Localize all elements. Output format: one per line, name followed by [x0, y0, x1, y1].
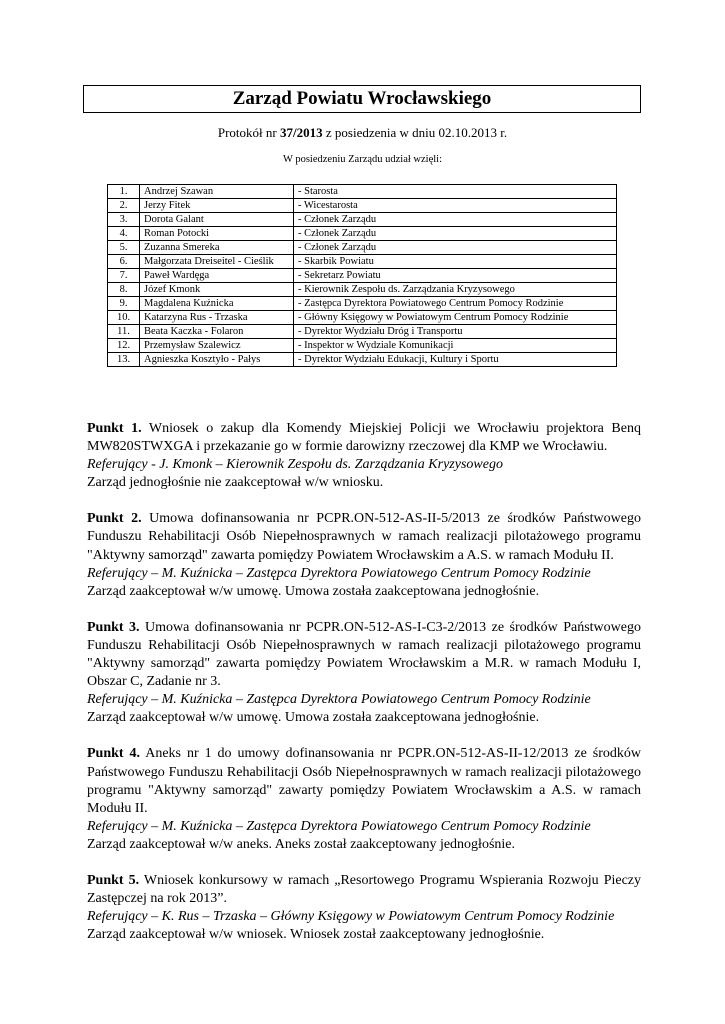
member-name: Katarzyna Rus - Trzaska [140, 311, 294, 325]
member-number: 7. [108, 269, 140, 283]
agenda-point [87, 619, 641, 728]
member-role: - Dyrektor Wydziału Edukacji, Kultury i Sportu [294, 353, 617, 367]
point-referent: Referujący – M. Kuźnicka – Zastępca Dyrektora Powiatowego Centrum Pomocy Rodzinie [87, 565, 591, 581]
member-name: Magdalena Kuźnicka [140, 297, 294, 311]
member-number: 3. [108, 213, 140, 227]
member-role: - Inspektor w Wydziale Komunikacji [294, 339, 617, 353]
member-number: 5. [108, 241, 140, 255]
agenda-point [87, 420, 641, 492]
point-label: Punkt 1. [87, 421, 142, 436]
member-row [108, 255, 617, 269]
point-referent: Referujący – K. Rus – Trzaska – Główny Księgowy w Powiatowym Centrum Pomocy Rodzinie [87, 909, 615, 925]
member-name: Dorota Galant [140, 213, 294, 227]
member-role: - Skarbik Powiatu [294, 255, 617, 269]
member-number: 10. [108, 311, 140, 325]
member-row [108, 213, 617, 227]
point-body [87, 745, 641, 817]
member-row [108, 353, 617, 367]
point-decision: Zarząd zaakceptował w/w umowę. Umowa została zaakceptowana jednogłośnie. [87, 583, 540, 599]
point-label: Punkt 3. [87, 619, 140, 635]
point-referent: Referujący - J. Kmonk – Kierownik Zespołu ds. Zarządzania Kryzysowego [87, 457, 503, 473]
protocol-line [0, 125, 725, 141]
member-role: - Wicestarosta [294, 199, 617, 213]
agenda-point [87, 510, 641, 600]
point-text: Umowa dofinansowania nr PCPR.ON-512-AS-II-5/2013 ze środków Państwowego Funduszu Rehabilitacji Osób Niepełnosprawnych w ramach realizacji pilotażowego programu "Aktywny samorząd" zawarta pomiędzy Powiatem Wrocławskim a A.S. w ramach Modułu II. [87, 511, 641, 563]
member-role: - Członek Zarządu [294, 213, 617, 227]
point-decision: Zarząd jednogłośnie nie zaakceptował w/w wniosku. [87, 475, 384, 491]
point-body [87, 872, 641, 908]
member-name: Agnieszka Kosztyło - Pałys [140, 353, 294, 367]
document-title: Zarząd Powiatu Wrocławskiego [83, 85, 641, 113]
member-row [108, 185, 617, 199]
member-role: - Główny Księgowy w Powiatowym Centrum Pomocy Rodzinie [294, 311, 617, 325]
member-row [108, 269, 617, 283]
member-row [108, 241, 617, 255]
point-text: Wniosek o zakup dla Komendy Miejskiej Policji we Wrocławiu projektora Benq MW820STWXGA i przekazanie go w formie darowizny rzeczowej dla KMP we Wrocławiu. [87, 421, 641, 455]
point-label: Punkt 5. [87, 872, 140, 888]
member-number: 1. [108, 185, 140, 199]
point-label: Punkt 2. [87, 511, 142, 527]
protocol-prefix: Protokół nr [217, 125, 280, 140]
member-role: - Zastępca Dyrektora Powiatowego Centrum Pomocy Rodzinie [294, 297, 617, 311]
member-number: 6. [108, 255, 140, 269]
point-text: Aneks nr 1 do umowy dofinansowania nr PCPR.ON-512-AS-II-12/2013 ze środków Państwowego Funduszu Rehabilitacji Osób Niepełnosprawnych w ramach realizacji pilotażowego programu "Aktywny samorząd" zawarty pomiędzy Powiatem Wrocławskim a A.S. w ramach Modułu II. [87, 746, 642, 816]
member-name: Małgorzata Dreiseitel - Cieślik [140, 255, 294, 269]
points-list [87, 420, 641, 962]
member-row [108, 227, 617, 241]
member-name: Przemysław Szalewicz [140, 339, 294, 353]
point-referent: Referujący – M. Kuźnicka – Zastępca Dyrektora Powiatowego Centrum Pomocy Rodzinie [87, 692, 591, 708]
member-row [108, 199, 617, 213]
member-number: 12. [108, 339, 140, 353]
member-name: Józef Kmonk [140, 283, 294, 297]
member-number: 11. [108, 325, 140, 339]
member-row [108, 325, 617, 339]
point-decision: Zarząd zaakceptował w/w aneks. Aneks został zaakceptowany jednogłośnie. [87, 836, 515, 852]
members-table [107, 184, 617, 367]
member-name: Beata Kaczka - Folaron [140, 325, 294, 339]
member-name: Paweł Wardęga [140, 269, 294, 283]
agenda-point [87, 745, 641, 854]
member-role: - Starosta [294, 185, 617, 199]
member-name: Zuzanna Smereka [140, 241, 294, 255]
point-referent: Referujący – M. Kuźnicka – Zastępca Dyrektora Powiatowego Centrum Pomocy Rodzinie [87, 818, 591, 834]
member-name: Andrzej Szawan [140, 185, 294, 199]
member-role: - Członek Zarządu [294, 241, 617, 255]
member-role: - Kierownik Zespołu ds. Zarządzania Kryzysowego [294, 283, 617, 297]
member-row [108, 297, 617, 311]
member-number: 2. [108, 199, 140, 213]
agenda-point [87, 872, 641, 944]
member-role: - Dyrektor Wydziału Dróg i Transportu [294, 325, 617, 339]
point-text: Umowa dofinansowania nr PCPR.ON-512-AS-I-C3-2/2013 ze środków Państwowego Funduszu Rehabilitacji Osób Niepełnosprawnych w ramach realizacji pilotażowego programu "Aktywny samorząd" zawarta pomiędzy Powiatem Wrocławskim a M.R. w ramach Modułu I, Obszar C, Zadanie nr 3. [87, 619, 641, 690]
point-decision: Zarząd zaakceptował w/w wniosek. Wniosek został zaakceptowany jednogłośnie. [87, 927, 545, 943]
member-role: - Członek Zarządu [294, 227, 617, 241]
point-decision: Zarząd zaakceptował w/w umowę. Umowa została zaakceptowana jednogłośnie. [87, 710, 540, 726]
point-body [87, 510, 641, 564]
member-number: 9. [108, 297, 140, 311]
protocol-suffix: z posiedzenia w dniu 02.10.2013 r. [322, 125, 508, 140]
member-name: Roman Potocki [140, 227, 294, 241]
member-row [108, 283, 617, 297]
member-role: - Sekretarz Powiatu [294, 269, 617, 283]
attendance-heading: W posiedzeniu Zarządu udział wzięli: [283, 154, 442, 165]
point-body [87, 420, 641, 456]
point-body [87, 619, 641, 691]
point-label: Punkt 4. [87, 746, 141, 762]
member-number: 8. [108, 283, 140, 297]
point-text: Wniosek konkursowy w ramach „Resortowego Programu Wspierania Rozwoju Pieczy Zastępczej na rok 2013”. [87, 872, 642, 907]
member-number: 13. [108, 353, 140, 367]
member-row [108, 339, 617, 353]
member-number: 4. [108, 227, 140, 241]
protocol-number: 37/2013 [280, 125, 323, 140]
member-row [108, 311, 617, 325]
member-name: Jerzy Fitek [140, 199, 294, 213]
